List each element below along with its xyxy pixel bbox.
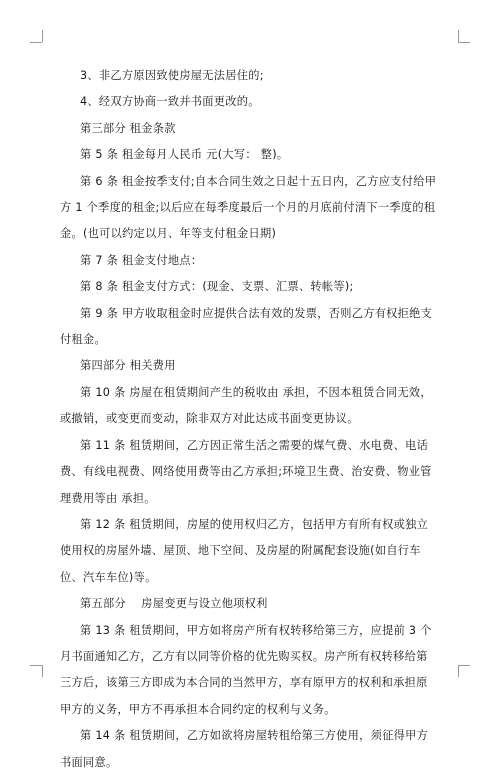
- article-6: 第 6 条 租金按季支付;自本合同生效之日起十五日内，乙方应支付给甲方 1 个季度的租金;以后应在每季度最后一个月的月底前付清下一季度的租金。(也可以约定以月、年等支付租金日期): [60, 174, 437, 241]
- article-8: 第 8 条 租金支付方式：(现金、支票、汇票、转帐等);: [80, 280, 354, 294]
- clause-4-item: 4、经双方协商一致并书面更改的。: [80, 95, 260, 109]
- section-heading-changes: 第五部分 房屋变更与设立他项权利: [80, 597, 268, 611]
- article-12: 第 12 条 租赁期间，房屋的使用权归乙方，包括甲方有所有权或独立使用权的房屋外墙、屋顶、地下空间、及房屋的附属配套设施(如自行车位、汽车车位)等。: [60, 517, 429, 584]
- section-heading-rent: 第三部分 租金条款: [80, 121, 176, 135]
- crop-mark-top-left-v: [42, 30, 43, 42]
- clause-3-item: 3、非乙方原因致使房屋无法居住的;: [80, 69, 264, 82]
- crop-mark-bottom-right-h: [458, 665, 470, 666]
- crop-mark-top-right-h: [458, 42, 470, 43]
- article-7: 第 7 条 租金支付地点：: [80, 253, 203, 267]
- article-10: 第 10 条 房屋在租赁期间产生的税收由 承担，不因本租赁合同无效，或撤销，或变更而变动，除非双方对此达成书面变更协议。: [60, 385, 432, 426]
- crop-mark-bottom-left-h: [30, 665, 42, 666]
- article-13: 第 13 条 租赁期间，甲方如将房产所有权转移给第三方，应提前 3 个月书面通知乙方，乙方有以同等价格的优先购买权。房产所有权转移给第三方后，该第三方即成为本合同的当然甲方，享有原甲方的权利和承担原甲方的义务，甲方不再承担本合同约定的权利与义务。: [60, 623, 432, 716]
- section-heading-fees: 第四部分 相关费用: [80, 359, 176, 373]
- crop-mark-bottom-right-v: [458, 665, 459, 677]
- article-14: 第 14 条 租赁期间，乙方如欲将房屋转租给第三方使用，须征得甲方书面同意。: [60, 729, 429, 769]
- crop-mark-top-left-h: [30, 42, 42, 43]
- crop-mark-top-right-v: [458, 30, 459, 42]
- article-9: 第 9 条 甲方收取租金时应提供合法有效的发票，否则乙方有权拒绝支付租金。: [60, 306, 433, 347]
- document-body: [60, 63, 438, 776]
- article-11: 第 11 条 租赁期间，乙方因正常生活之需要的煤气费、水电费、电话费、有线电视费、网络使用费等由乙方承担;环境卫生费、治安费、物业管理费用等由 承担。: [60, 438, 432, 505]
- crop-mark-bottom-left-v: [42, 665, 43, 677]
- article-5: 第 5 条 租金每月人民币 元(大写： 整)。: [80, 148, 289, 162]
